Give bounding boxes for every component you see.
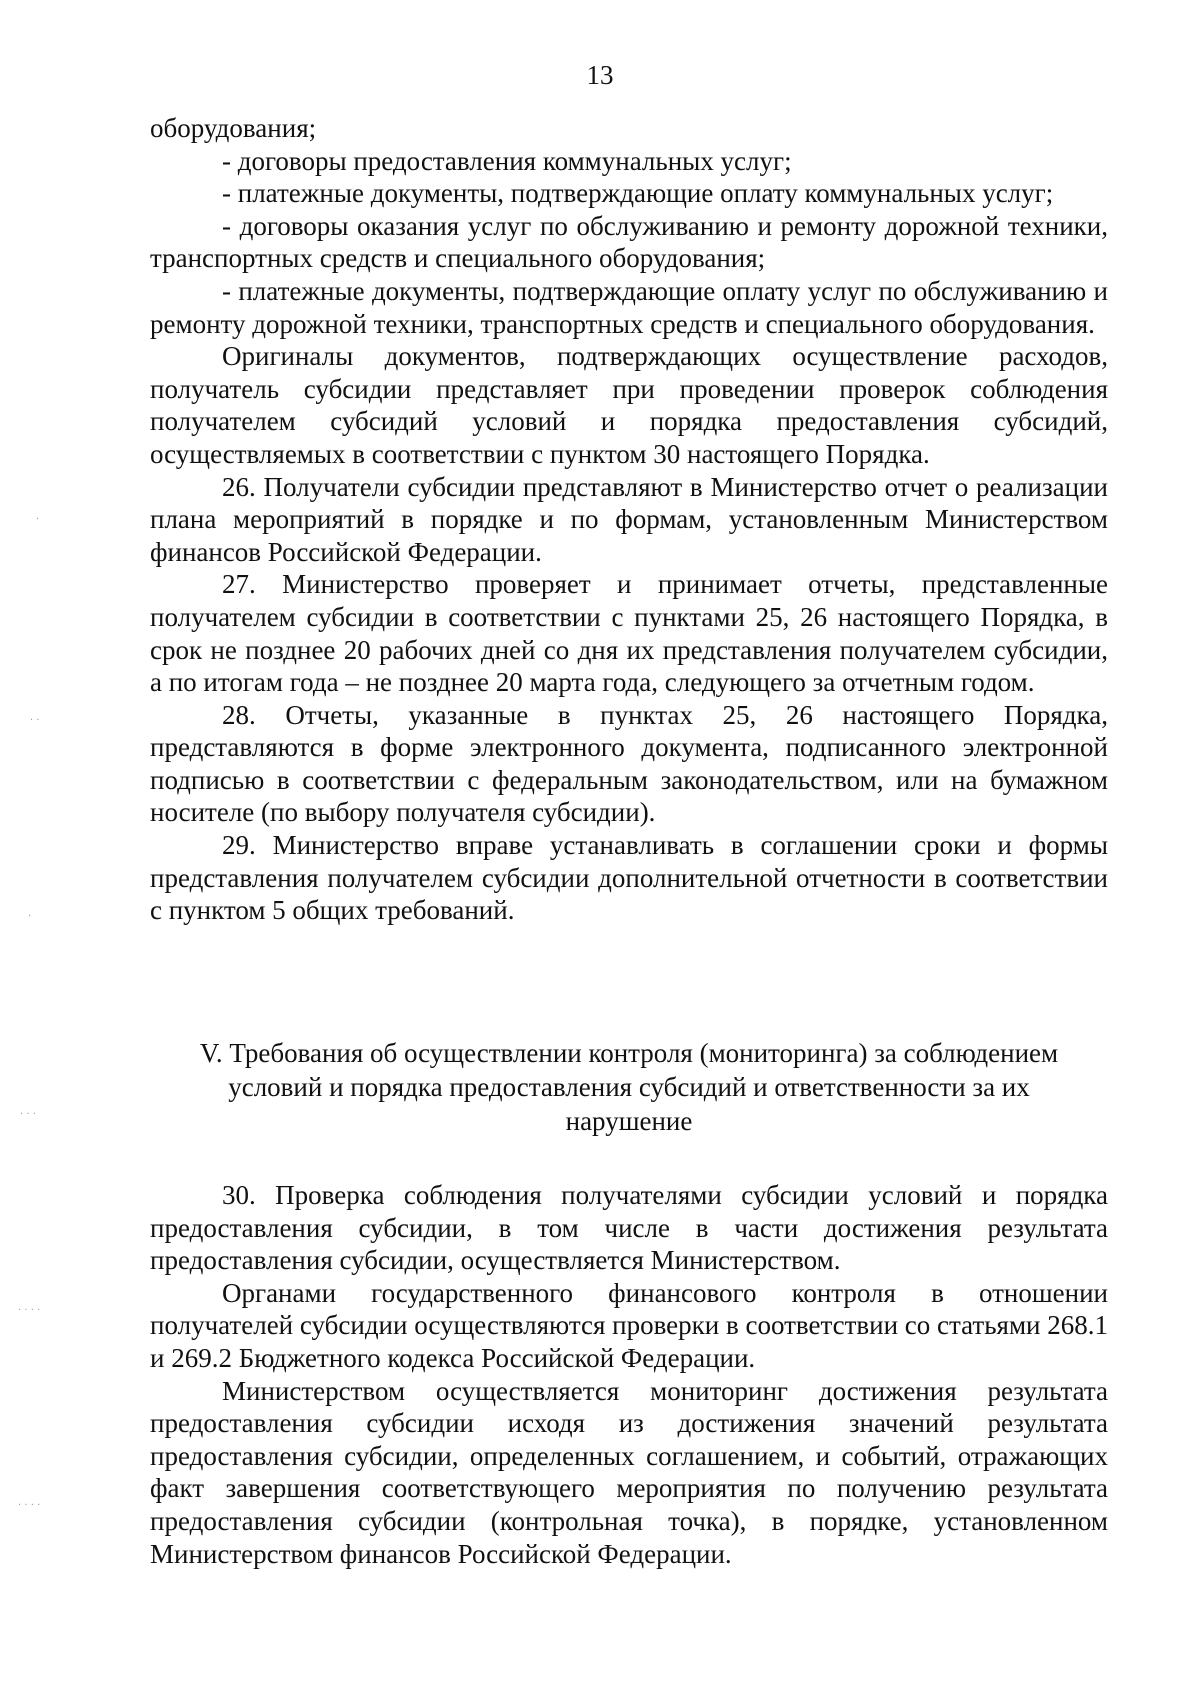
paragraph-clause-26: 26. Получатели субсидии представляют в Министерство отчет о реализации плана мероприятий в порядке и по формам, установленным Министерством финансов Российской Федерации.	[150, 471, 1108, 567]
scan-speck: · · · ·	[18, 1305, 41, 1316]
body-text-section-iv	[150, 112, 1108, 927]
paragraph: оборудования;	[150, 113, 317, 143]
scan-speck: · ·	[30, 715, 40, 726]
section-heading-line: нарушение	[565, 1106, 693, 1136]
paragraph-clause-28: 28. Отчеты, указанные в пунктах 25, 26 настоящего Порядка, представляются в форме электронного документа, подписанного электронной подписью в соответствии с федеральным законодательством, или на бумажном носителе (по выбору получателя субсидии).	[150, 699, 1108, 828]
scan-margin-marks	[0, 0, 80, 1697]
paragraph-clause-30: 30. Проверка соблюдения получателями субсидии условий и порядка предоставления субсидии, в том числе в части достижения результата предоставления субсидии, осуществляется Министерством.	[150, 1180, 1108, 1276]
scan-speck: · · ·	[20, 1109, 36, 1120]
scan-speck: · · · ·	[18, 1500, 41, 1511]
paragraph-clause-27: 27. Министерство проверяет и принимает отчеты, представленные получателем субсидии в соответствии с пунктами 25, 26 настоящего Порядка, в срок не позднее 20 рабочих дней со дня их представления получателем субсидии, а по итогам года – не позднее 20 марта года, следующего за отчетным годом.	[150, 569, 1108, 698]
paragraph-list-item: - платежные документы, подтверждающие оплату коммунальных услуг;	[222, 178, 1054, 209]
paragraph-list-item: - договоры оказания услуг по обслуживанию и ремонту дорожной техники, транспортных средств и специального оборудования;	[150, 210, 1108, 274]
section-heading	[150, 1036, 1108, 1138]
page-number: 13	[586, 60, 614, 90]
section-heading-line: V. Требования об осуществлении контроля (мониторинга) за соблюдением	[199, 1038, 1059, 1068]
paragraph-list-item: - платежные документы, подтверждающие оплату услуг по обслуживанию и ремонту дорожной техники, транспортных средств и специального оборудования.	[150, 275, 1108, 339]
paragraph-list-item: - договоры предоставления коммунальных услуг;	[222, 145, 792, 176]
paragraph: Оригиналы документов, подтверждающих осуществление расходов, получатель субсидии представляет при проведении проверок соблюдения получателем субсидий условий и порядка предоставления субсидий, осуществляемых в соответствии с пунктом 30 настоящего Порядка.	[150, 341, 1108, 469]
scan-speck: ·	[36, 514, 40, 525]
body-text-section-v	[150, 1179, 1108, 1570]
paragraph-clause-29: 29. Министерство вправе устанавливать в соглашении сроки и формы представления получателем субсидии дополнительной отчетности в соответствии с пунктом 5 общих требований.	[150, 830, 1108, 926]
paragraph: Министерством осуществляется мониторинг достижения результата предоставления субсидии исходя из достижения значений результата предоставления субсидии, определенных соглашением, и событий, отражающих факт завершения соответствующего мероприятия по получению результата предоставления субсидии (контрольная точка), в порядке, установленном Министерством финансов Российской Федерации.	[150, 1375, 1108, 1569]
paragraph: Органами государственного финансового контроля в отношении получателей субсидии осуществляются проверки в соответствии со статьями 268.1 и 269.2 Бюджетного кодекса Российской Федерации.	[150, 1277, 1108, 1373]
section-heading-line: условий и порядка предоставления субсидий и ответственности за их	[228, 1072, 1030, 1102]
scan-speck: ·	[28, 911, 32, 922]
